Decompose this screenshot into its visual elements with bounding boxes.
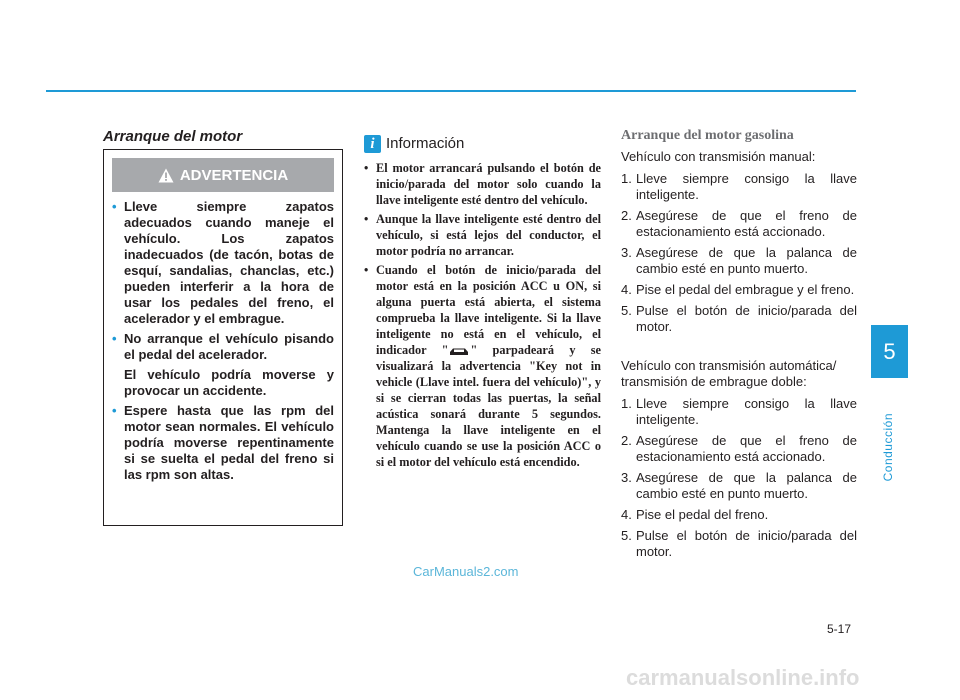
watermark-site: carmanualsonline.info <box>626 665 860 690</box>
bullet-icon: • <box>364 161 369 175</box>
warning-item-text: Espere hasta que las rpm del motor sean normales. El vehículo podría moverse repentinamente si se suelta el pedal del freno si las rpm son altas. <box>124 403 334 482</box>
manual-step <box>621 303 857 335</box>
step-text: Asegúrese de que la palanca de cambio esté en punto muerto. <box>636 470 857 501</box>
page-number: 5-17 <box>827 622 852 636</box>
info-icon: i <box>364 135 381 153</box>
smart-key-car-icon <box>448 346 470 356</box>
warning-list <box>112 199 334 487</box>
step-number: 5. <box>621 528 632 543</box>
chapter-name-tab <box>868 392 908 502</box>
automatic-transmission-lead: Vehículo con transmisión automática/ transmisión de embrague doble: <box>621 358 837 389</box>
warning-item <box>112 331 334 399</box>
warning-header-label: ADVERTENCIA <box>179 166 289 184</box>
chapter-number-tab <box>871 325 908 378</box>
bullet-icon: • <box>112 199 117 214</box>
info-item <box>364 262 601 470</box>
info-item-text: Aunque la llave inteligente esté dentro del vehículo, si está lejos del conductor, el motor podría no arrancar. <box>376 212 601 258</box>
warning-item-text: Lleve siempre zapatos adecuados cuando maneje el vehículo. Los zapatos inadecuados (de tacón, botas de esquí, sandalias, chanclas, etc.) pueden interferir a la hora de usar los pedales del freno, el acelerador y el embrague. <box>124 199 334 326</box>
info-item-text-after: " parpadeará y se visualizará la advertencia "Key not in vehicle (Llave intel. fuera del vehículo)", y si se cierran todas las puertas, la señal acústica sonará durante 5 segundos. Mantenga la llave inteligente en el vehículo cuando se use la posición ACC o si el motor del vehículo está encendido. <box>376 343 601 469</box>
warning-item-text: No arranque el vehículo pisando el pedal del acelerador. <box>124 331 334 362</box>
step-text: Asegúrese de que la palanca de cambio esté en punto muerto. <box>636 245 857 276</box>
step-text: Lleve siempre consigo la llave inteligente. <box>636 171 857 202</box>
automatic-step <box>621 433 857 465</box>
info-item <box>364 160 601 208</box>
warning-box <box>103 149 343 526</box>
manual-step <box>621 208 857 240</box>
watermark-link[interactable]: CarManuals2.com <box>413 564 519 579</box>
step-number: 1. <box>621 396 632 411</box>
step-number: 3. <box>621 245 632 260</box>
gasoline-section-title: Arranque del motor gasolina <box>621 128 794 143</box>
warning-header <box>112 158 334 192</box>
warning-item <box>112 403 334 483</box>
step-text: Lleve siempre consigo la llave inteligente. <box>636 396 857 427</box>
manual-step <box>621 245 857 277</box>
step-text: Pise el pedal del freno. <box>636 507 769 522</box>
manual-steps-list <box>621 171 857 335</box>
step-number: 4. <box>621 507 632 522</box>
automatic-steps-list <box>621 396 857 560</box>
step-number: 4. <box>621 282 632 297</box>
automatic-step <box>621 507 857 523</box>
warning-item <box>112 199 334 327</box>
info-item-text-before: Cuando el botón de inicio/parada del motor está en la posición ACC u ON, si alguna puerta está abierta, el sistema comprueba la llave inteligente. Si la llave inteligente no está en el vehículo, el indicador " <box>376 263 601 357</box>
bullet-icon: • <box>112 403 117 418</box>
top-rule <box>46 90 856 92</box>
manual-transmission-lead: Vehículo con transmisión manual: <box>621 149 816 164</box>
automatic-step <box>621 470 857 502</box>
step-number: 2. <box>621 208 632 223</box>
step-number: 2. <box>621 433 632 448</box>
step-text: Asegúrese de que el freno de estacionamiento está accionado. <box>636 433 857 464</box>
info-item-text: El motor arrancará pulsando el botón de inicio/parada del motor solo cuando la llave inteligente esté dentro del vehículo. <box>376 161 601 207</box>
warning-triangle-icon <box>158 168 174 183</box>
step-text: Pulse el botón de inicio/parada del motor. <box>636 528 857 559</box>
chapter-name: Conducción <box>881 412 895 482</box>
step-number: 5. <box>621 303 632 318</box>
manual-step <box>621 171 857 203</box>
bullet-icon: • <box>364 212 369 226</box>
step-number: 3. <box>621 470 632 485</box>
info-list <box>364 160 601 473</box>
step-text: Pulse el botón de inicio/parada del motor. <box>636 303 857 334</box>
bullet-icon: • <box>364 263 369 277</box>
section-title: Arranque del motor <box>103 128 243 145</box>
automatic-step <box>621 528 857 560</box>
step-text: Asegúrese de que el freno de estacionamiento está accionado. <box>636 208 857 239</box>
info-title: Información <box>386 135 465 152</box>
warning-item-subtext: El vehículo podría moverse y provocar un accidente. <box>124 367 334 398</box>
step-number: 1. <box>621 171 632 186</box>
bullet-icon: • <box>112 331 117 346</box>
info-item <box>364 211 601 259</box>
step-text: Pise el pedal del embrague y el freno. <box>636 282 855 297</box>
automatic-step <box>621 396 857 428</box>
chapter-number: 5 <box>883 338 896 364</box>
manual-step <box>621 282 857 298</box>
gasoline-procedures <box>621 149 857 565</box>
